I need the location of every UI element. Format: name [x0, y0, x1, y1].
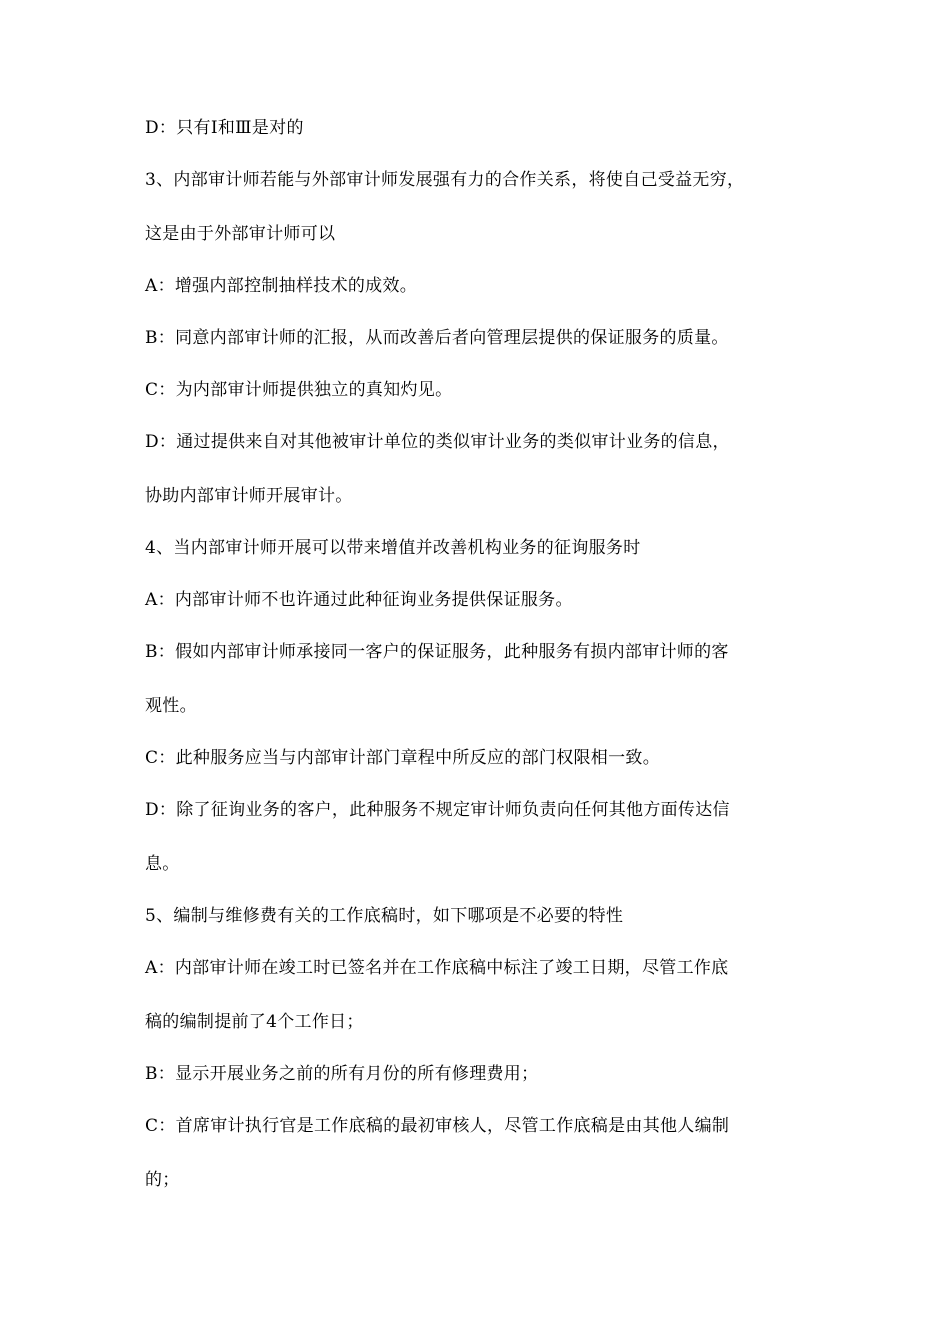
option-a-q5-line-2: 稿的编制提前了4个工作日；	[145, 1012, 364, 1032]
question-3-line-2: 这是由于外部审计师可以	[145, 224, 336, 244]
option-c-q3: C：为内部审计师提供独立的真知灼见。	[145, 380, 453, 400]
option-a-q3: A：增强内部控制抽样技术的成效。	[145, 276, 418, 296]
option-c-q5-line-2: 的；	[145, 1170, 180, 1190]
option-c-q5-line-1: C：首席审计执行官是工作底稿的最初审核人，尽管工作底稿是由其他人编制	[145, 1116, 730, 1136]
option-d-q3-line-1: D：通过提供来自对其他被审计单位的类似审计业务的类似审计业务的信息，	[145, 432, 730, 452]
option-b-q5: B：显示开展业务之前的所有月份的所有修理费用；	[145, 1064, 539, 1084]
option-a-q4: A：内部审计师不也许通过此种征询业务提供保证服务。	[145, 590, 573, 610]
question-3-line-1: 3、内部审计师若能与外部审计师发展强有力的合作关系，将使自己受益无穷，	[145, 170, 745, 190]
option-b-q3: B：同意内部审计师的汇报，从而改善后者向管理层提供的保证服务的质量。	[145, 328, 729, 348]
option-d-q2: D：只有Ⅰ和Ⅲ是对的	[145, 118, 304, 138]
option-d-q3-line-2: 协助内部审计师开展审计。	[145, 486, 353, 506]
option-b-q4-line-2: 观性。	[145, 696, 197, 716]
option-c-q4: C：此种服务应当与内部审计部门章程中所反应的部门权限相一致。	[145, 748, 661, 768]
question-5: 5、编制与维修费有关的工作底稿时，如下哪项是不必要的特性	[145, 906, 624, 926]
option-d-q4-line-2: 息。	[145, 854, 180, 874]
option-d-q4-line-1: D：除了征询业务的客户，此种服务不规定审计师负责向任何其他方面传达信	[145, 800, 730, 820]
option-a-q5-line-1: A：内部审计师在竣工时已签名并在工作底稿中标注了竣工日期，尽管工作底	[145, 958, 729, 978]
option-b-q4-line-1: B：假如内部审计师承接同一客户的保证服务，此种服务有损内部审计师的客	[145, 642, 729, 662]
question-4: 4、当内部审计师开展可以带来增值并改善机构业务的征询服务时	[145, 538, 641, 558]
document-body	[145, 118, 810, 1190]
